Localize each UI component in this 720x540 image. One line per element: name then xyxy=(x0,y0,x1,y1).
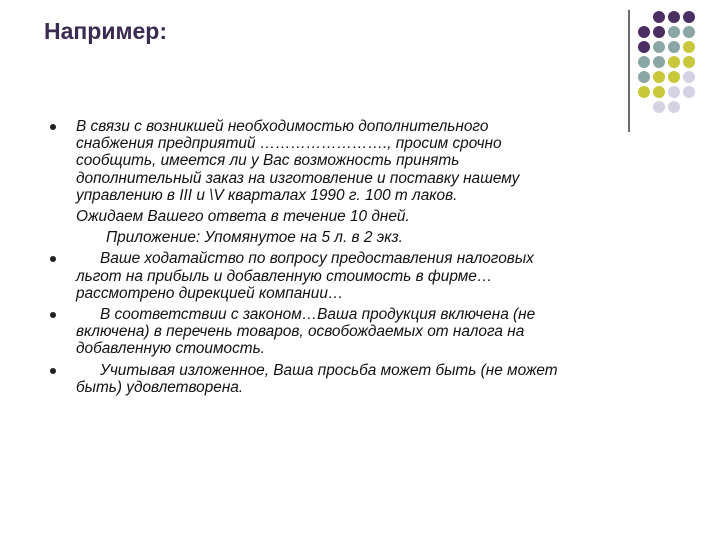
item-line: дополнительный заказ на изготовление и поставку нашему xyxy=(76,169,520,187)
decorative-dot xyxy=(668,86,680,98)
item-line: Приложение: Упомянутое на 5 л. в 2 экз. xyxy=(106,229,403,247)
decorative-dot xyxy=(668,101,680,113)
decorative-dot xyxy=(653,71,665,83)
decorative-dot xyxy=(653,56,665,68)
item-line: быть) удовлетворена. xyxy=(76,378,244,396)
bullet-icon xyxy=(50,124,56,130)
item-line: сообщить, имеется ли у Вас возможность принять xyxy=(76,152,460,170)
bullet-list xyxy=(50,118,680,396)
item-line: льгот на прибыль и добавленную стоимость в фирме… xyxy=(76,267,493,285)
item-line: рассмотрено дирекцией компании… xyxy=(76,284,344,302)
decorative-dot xyxy=(668,26,680,38)
decorative-dot xyxy=(668,71,680,83)
decorative-dot xyxy=(638,71,650,83)
bullet-icon xyxy=(50,368,56,374)
decorative-dot xyxy=(683,56,695,68)
decorative-dot xyxy=(683,86,695,98)
item-line: Ваше ходатайство по вопросу предоставления налоговых xyxy=(100,250,534,268)
decorative-dot xyxy=(638,56,650,68)
list-item xyxy=(50,306,680,358)
decorative-dot xyxy=(638,26,650,38)
decorative-dot xyxy=(653,86,665,98)
decorative-dot xyxy=(653,11,665,23)
item-line: В соответствии с законом…Ваша продукция включена (не xyxy=(100,306,536,324)
list-item xyxy=(50,362,680,396)
decorative-dot xyxy=(653,41,665,53)
item-line: В связи с возникшей необходимостью дополнительного xyxy=(76,118,489,135)
list-item xyxy=(50,250,680,302)
decorative-dot xyxy=(683,11,695,23)
item-line: управлению в III и \V кварталах 1990 г. 100 т лаков. xyxy=(76,186,458,204)
decorative-dot xyxy=(683,71,695,83)
item-line: снабжения предприятий ……………………., просим срочно xyxy=(76,135,502,153)
list-item xyxy=(50,118,680,246)
decorative-dot xyxy=(638,41,650,53)
decorative-dot xyxy=(653,26,665,38)
item-line: включена) в перечень товаров, освобождаемых от налога на xyxy=(76,323,525,341)
decorative-dot xyxy=(683,41,695,53)
item-line: Учитывая изложенное, Ваша просьба может быть (не может xyxy=(100,361,558,379)
bullet-icon xyxy=(50,256,56,262)
item-line: добавленную стоимость. xyxy=(76,340,265,358)
bullet-icon xyxy=(50,312,56,318)
decorative-dot xyxy=(683,26,695,38)
decorative-dot xyxy=(638,86,650,98)
decorative-dot xyxy=(653,101,665,113)
decorative-dot xyxy=(668,41,680,53)
slide-title: Например: xyxy=(44,18,167,44)
item-line: Ожидаем Вашего ответа в течение 10 дней. xyxy=(76,208,410,226)
decorative-dot xyxy=(668,11,680,23)
decorative-dot xyxy=(668,56,680,68)
